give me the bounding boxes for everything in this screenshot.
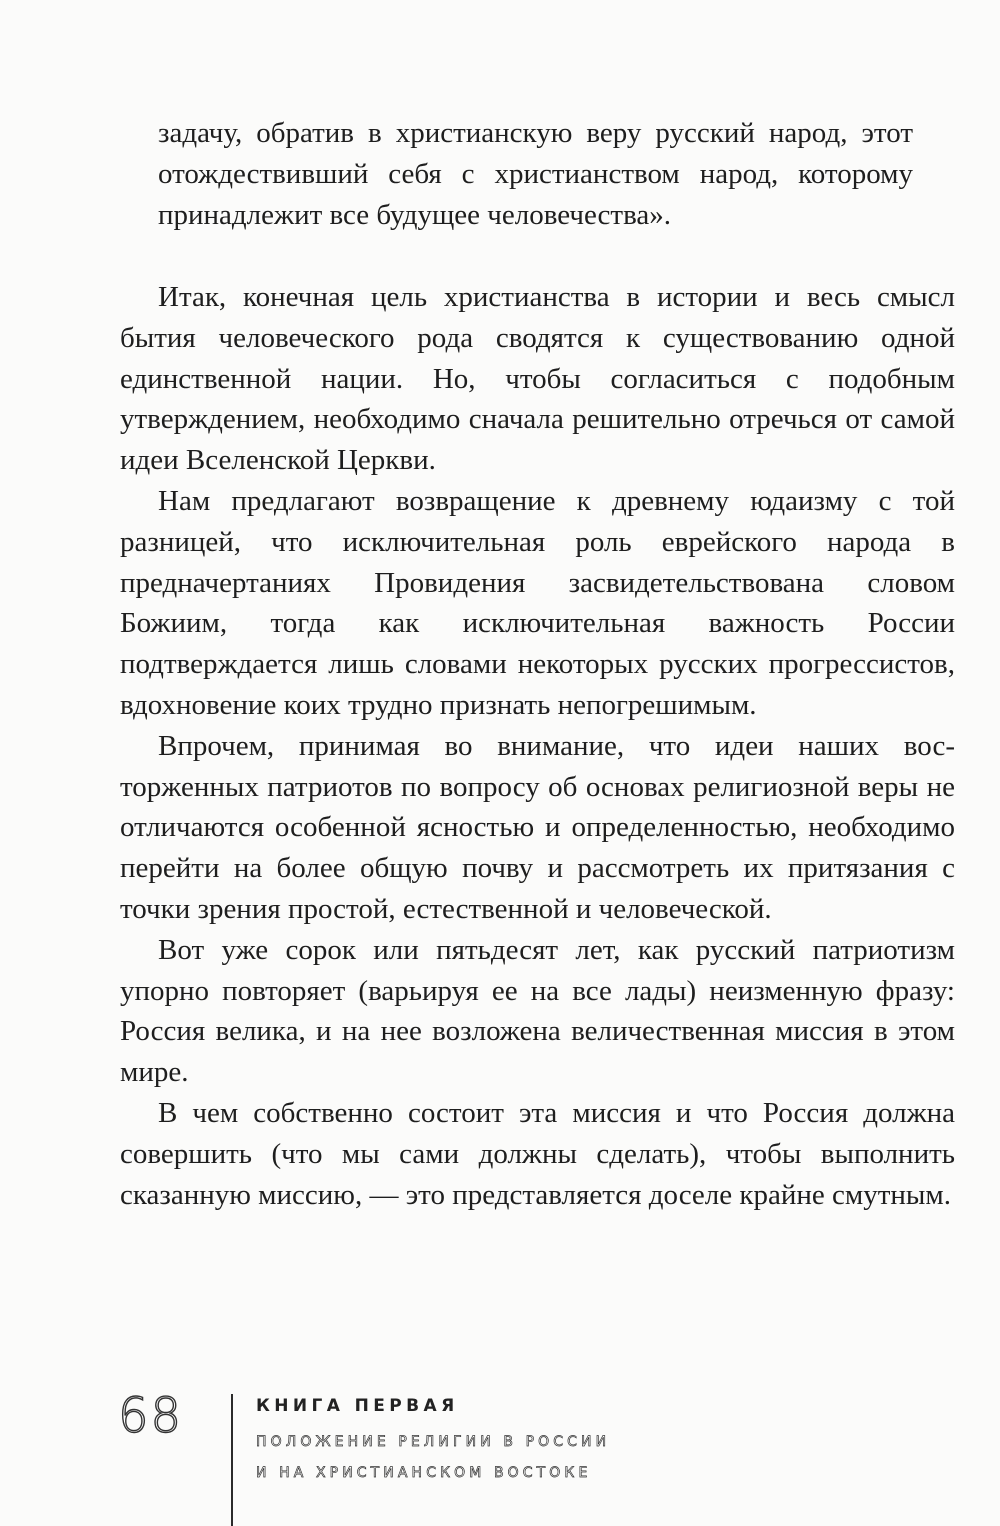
section-title-line-1: ПОЛОЖЕНИЕ РЕЛИГИИ В РОССИИ — [256, 1434, 611, 1450]
quote-tail-paragraph: задачу, обратив в христианскую веру русский народ, этот отождествивший себя с христианством народ, которому принадлежит все будущее человечества». — [158, 117, 913, 231]
quote-continuation — [158, 113, 913, 235]
paragraph-3: Впрочем, принимая во внимание, что идеи наших восторженных патриотов по вопросу об основах религиозной веры не отличаются особенной ясностью и определенностью, необходимо перейти на более общую почву и рассмотреть их притязания с точки зрения простой, естественной и человеческой. — [120, 729, 955, 925]
footer-divider — [231, 1394, 233, 1526]
page-number: 68 — [118, 1388, 184, 1444]
section-title-line-2: И НА ХРИСТИАНСКОМ ВОСТОКЕ — [256, 1465, 592, 1481]
book-title: КНИГА ПЕРВАЯ — [256, 1396, 459, 1416]
paragraph-1: Итак, конечная цель христианства в истории и весь смысл бытия человеческого рода сводятся к существованию одной единственной нации. Но, чтобы согласиться с подобным утверждением, необходимо сначала решительно отречься от самой идеи Вселенской Церкви. — [120, 281, 955, 477]
paragraph-5: В чем собственно состоит эта миссия и что Россия должна совершить (что мы сами должны сделать), чтобы выполнить сказанную миссию, — это представляется доселе крайне смутным. — [120, 1096, 955, 1211]
page-footer — [0, 1380, 1000, 1526]
body-text — [120, 277, 955, 1215]
paragraph-4: Вот уже сорок или пятьдесят лет, как русский патриотизм упорно повторяет (варьируя ее на все лады) неизменную фразу: Россия велика, и на нее возложена величественная миссия в этом мире. — [120, 933, 955, 1089]
paragraph-2: Нам предлагают возвращение к древнему юдаизму с той разницей, что исключительная роль еврейского народа в предначертаниях Провидения засвидетельствована словом Божиим, тогда как исключительная важность России подтверждается лишь словами некоторых русских прогрессистов, вдохновение коих трудно признать непогрешимым. — [120, 484, 955, 721]
